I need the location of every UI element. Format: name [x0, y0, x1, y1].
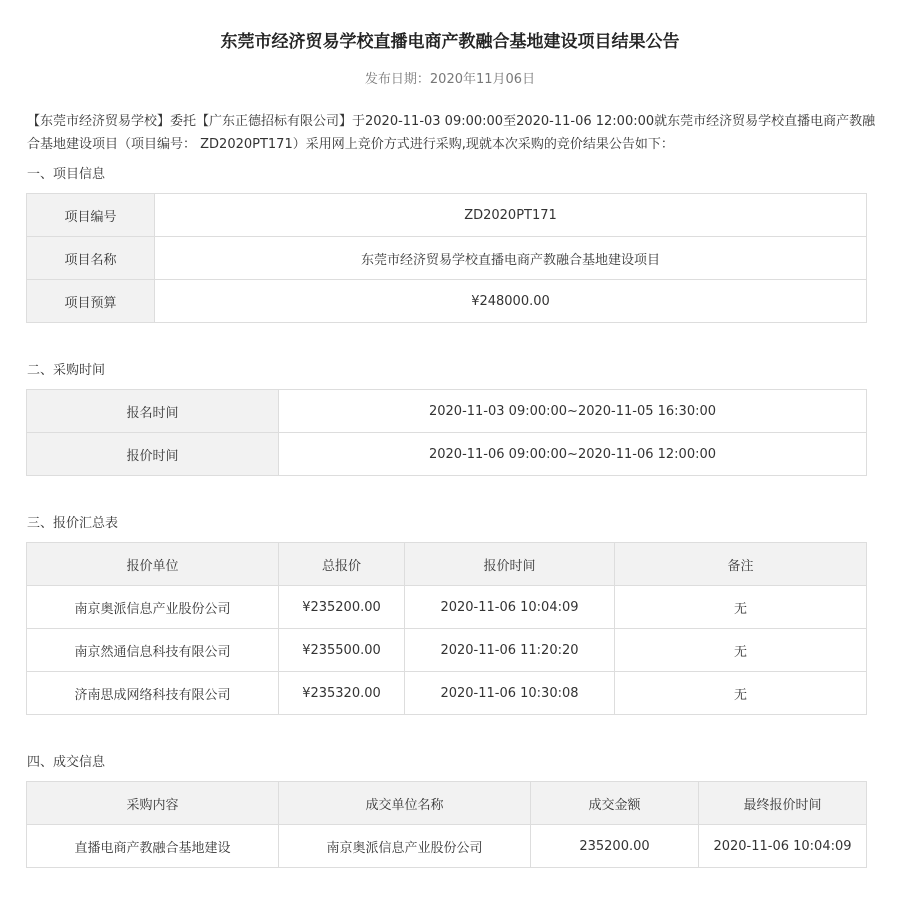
bid-time: 2020-11-06 10:04:09	[405, 586, 615, 629]
table-row	[27, 280, 867, 323]
bidder-name: 南京奥派信息产业股份公司	[27, 586, 279, 629]
table-row	[27, 390, 867, 433]
section-heading-project-info: 一、项目信息	[27, 167, 106, 182]
bid-time: 2020-11-06 11:20:20	[405, 629, 615, 672]
section-heading-quote-summary: 三、报价汇总表	[27, 516, 119, 531]
table-header-row	[27, 782, 867, 825]
bid-remark: 无	[615, 629, 867, 672]
table-row	[27, 433, 867, 476]
winning-supplier: 南京奥派信息产业股份公司	[279, 825, 531, 868]
bid-amount: ¥235320.00	[279, 672, 405, 715]
project-info-table	[26, 193, 867, 323]
registration-time-value: 2020-11-03 09:00:00~2020-11-05 16:30:00	[279, 390, 867, 433]
column-header: 成交单位名称	[279, 782, 531, 825]
deal-info-table	[26, 781, 867, 868]
bidder-name: 南京然通信息科技有限公司	[27, 629, 279, 672]
bid-amount: ¥235200.00	[279, 586, 405, 629]
intro-paragraph: 【东莞市经济贸易学校】委托【广东正德招标有限公司】于2020-11-03 09:00:00至2020-11-06 12:00:00就东莞市经济贸易学校直播电商产教融合基地建设项目（项目编号： ZD2020PT171）采用网上竞价方式进行采购,现就本次采购的竞价结果公告如下：	[27, 114, 876, 152]
column-header: 报价时间	[405, 543, 615, 586]
purchase-time-table	[26, 389, 867, 476]
column-header: 成交金额	[531, 782, 699, 825]
section-heading-deal-info: 四、成交信息	[27, 755, 106, 770]
bidder-name: 济南思成网络科技有限公司	[27, 672, 279, 715]
final-quote-time: 2020-11-06 10:04:09	[699, 825, 867, 868]
publish-date: 发布日期：2020年11月06日	[364, 72, 536, 87]
quote-time-value: 2020-11-06 09:00:00~2020-11-06 12:00:00	[279, 433, 867, 476]
project-number-label: 项目编号	[27, 194, 155, 237]
table-row	[27, 629, 867, 672]
section-heading-purchase-time: 二、采购时间	[27, 363, 106, 378]
table-row	[27, 672, 867, 715]
page-title: 东莞市经济贸易学校直播电商产教融合基地建设项目结果公告	[220, 32, 680, 52]
project-budget-label: 项目预算	[27, 280, 155, 323]
table-row	[27, 586, 867, 629]
procurement-content: 直播电商产教融合基地建设	[27, 825, 279, 868]
table-header-row	[27, 543, 867, 586]
column-header: 采购内容	[27, 782, 279, 825]
registration-time-label: 报名时间	[27, 390, 279, 433]
table-row	[27, 237, 867, 280]
column-header: 最终报价时间	[699, 782, 867, 825]
column-header: 报价单位	[27, 543, 279, 586]
table-row	[27, 194, 867, 237]
bid-time: 2020-11-06 10:30:08	[405, 672, 615, 715]
bid-amount: ¥235500.00	[279, 629, 405, 672]
column-header: 备注	[615, 543, 867, 586]
column-header: 总报价	[279, 543, 405, 586]
project-name-value: 东莞市经济贸易学校直播电商产教融合基地建设项目	[155, 237, 867, 280]
table-row	[27, 825, 867, 868]
project-budget-value: ¥248000.00	[155, 280, 867, 323]
bid-remark: 无	[615, 672, 867, 715]
quote-summary-table	[26, 542, 867, 715]
deal-amount: 235200.00	[531, 825, 699, 868]
bid-remark: 无	[615, 586, 867, 629]
quote-time-label: 报价时间	[27, 433, 279, 476]
project-number-value: ZD2020PT171	[155, 194, 867, 237]
project-name-label: 项目名称	[27, 237, 155, 280]
